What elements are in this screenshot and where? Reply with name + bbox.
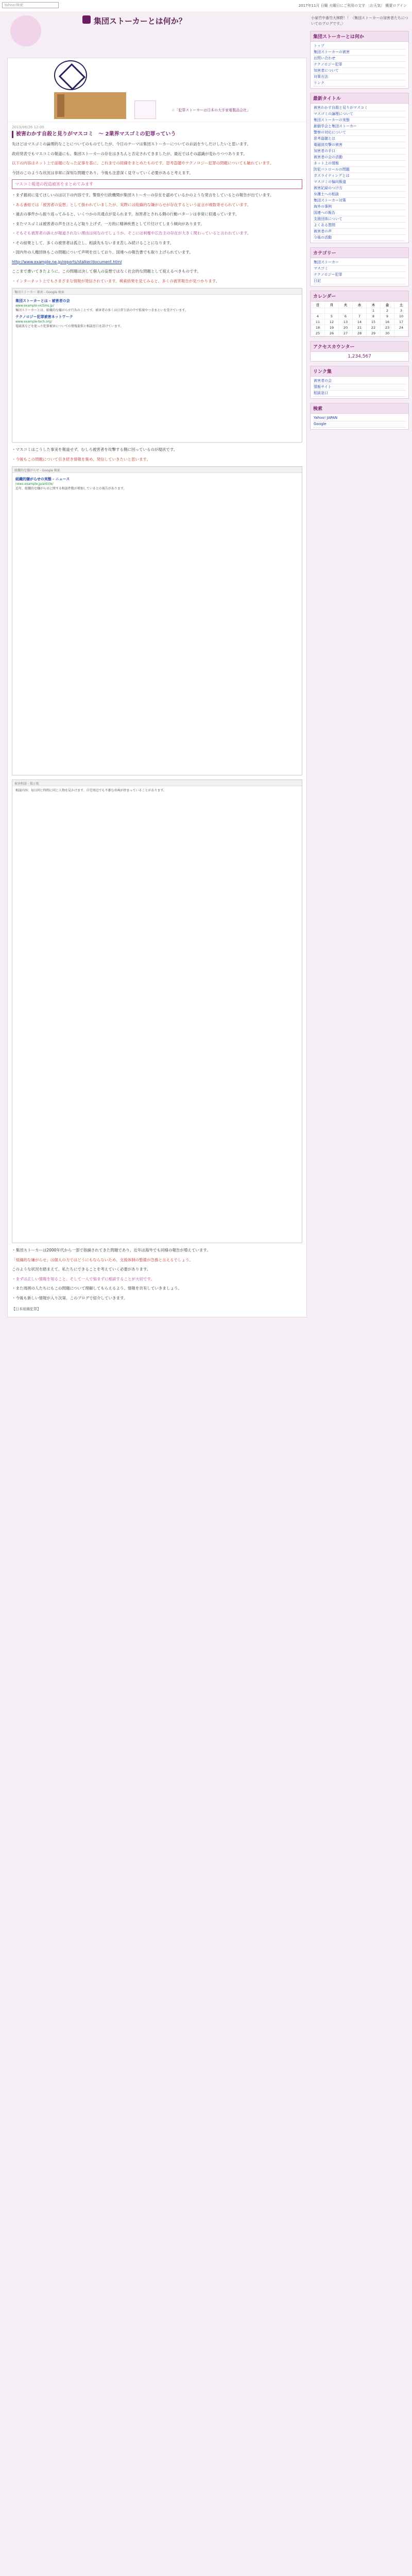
- sidebar: [310, 31, 409, 434]
- sidebar-recent-item[interactable]: 今後の活動: [314, 235, 405, 241]
- main-content: [7, 58, 307, 1317]
- header-description: 小泉竹中番竹大林野！！〈集団ストーカーの加害者たちについてのブログです。〉: [311, 16, 408, 26]
- calendar-weekday: 金: [381, 302, 394, 308]
- article-paragraph: ・そもそも被害者の訴えが報道されない理由は何なのでしょうか。そこには利権や広告主の存在が大きく関わっていると言われています。: [12, 231, 251, 235]
- sidebar-recent-item[interactable]: 電磁波攻撃の被害: [314, 142, 405, 148]
- calendar-day[interactable]: 24: [394, 325, 408, 331]
- sidebar-recent-item[interactable]: 被害わかす自殺と見りがマスコミ: [314, 105, 405, 111]
- calendar-day[interactable]: 1: [367, 308, 381, 314]
- search-input[interactable]: Yahoo!検索: [2, 2, 59, 8]
- site-logo-icon: [82, 15, 91, 24]
- calendar-day[interactable]: 15: [367, 319, 381, 325]
- sidebar-box-title: 検索: [311, 403, 408, 414]
- search-screenshot-1: [12, 288, 302, 443]
- sidebar-nav-item[interactable]: トップ: [314, 43, 405, 49]
- calendar-day[interactable]: 5: [325, 314, 339, 319]
- sidebar-box-title: リンク集: [311, 366, 408, 377]
- calendar-day[interactable]: 25: [311, 331, 325, 336]
- counter-value: 1,234,567: [348, 354, 371, 359]
- article-paragraph: ・ある番組では「被害者の妄想」として扱われていましたが、実際には組織的な嫌がらせが存在するという証言が複数寄せられています。: [12, 202, 251, 207]
- sidebar-recent-item[interactable]: 加害者の手口: [314, 148, 405, 155]
- forum-text: 相談内容：毎日同じ時間に同じ人物を見かけます。自宅周辺でも不審な車両が停まっていることがあります。: [15, 789, 167, 792]
- forum-screenshot: [12, 779, 302, 1243]
- article-paragraph: ・その結果として、多くの被害者は孤立し、相談先もないまま苦しみ続けることになります。: [12, 240, 174, 245]
- sidebar-recent-item[interactable]: 創価学会と集団ストーカー: [314, 124, 405, 130]
- article-paragraph: 今回のこのような状況は非常に深刻な問題であり、今後も注意深く見守っていく必要があると考えます。: [12, 170, 193, 175]
- sidebar-nav-item[interactable]: 集団ストーカーの被害: [314, 49, 405, 56]
- article-paragraph: ・またマスゴミは被害者の声をほとんど取り上げず、一方的に精神疾患として片付けてしまう傾向があります。: [12, 221, 204, 226]
- calendar-weekday: 土: [394, 302, 408, 308]
- sidebar-recent-item[interactable]: 被害記録のつけ方: [314, 185, 405, 192]
- sidebar-category-item[interactable]: 日記: [314, 278, 405, 284]
- sidebar-recent-item[interactable]: 集団ストーカー対策: [314, 198, 405, 204]
- screenshot-title: 被害相談 - 掲示板: [12, 780, 302, 786]
- sidebar-box-title: カテゴリー: [311, 248, 408, 258]
- calendar-day[interactable]: 4: [311, 314, 325, 319]
- emblem-image: [54, 60, 87, 90]
- article-paragraph: ・マスコミはこうした事実を報道せず、むしろ被害者を攻撃する側に回っているのが現状です。: [12, 447, 178, 452]
- calendar-day: [339, 308, 353, 314]
- sidebar-nav-item[interactable]: 対策方法: [314, 74, 405, 80]
- article-paragraph: 先ほどはマスゴミの論理的なことについてのものでしたが、今日のテーマは集団ストーカーについてのお話を少しだけしたいと思います。: [12, 142, 251, 146]
- sidebar-recent-item[interactable]: ネット上の情報: [314, 161, 405, 167]
- sidebar-recent-item[interactable]: 思考盗聴とは: [314, 136, 405, 142]
- calendar-day[interactable]: 9: [381, 314, 394, 319]
- sidebar-nav-item[interactable]: リンク: [314, 80, 405, 87]
- article-paragraph: ・また周囲の人たちにもこの問題について理解してもらえるよう、情報を共有していきましょう。: [12, 1286, 182, 1291]
- screenshot-title: 集団ストーカー 被害 - Google 検索: [12, 289, 302, 295]
- calendar-day[interactable]: 22: [367, 325, 381, 331]
- calendar-day: [325, 308, 339, 314]
- content-header-images: [8, 58, 306, 122]
- sidebar-recent-item[interactable]: 弁護士への相談: [314, 192, 405, 198]
- article-title[interactable]: 被害わかす自殺と見りがマスコミ ～ 2業界マスゴミの犯罪っていう: [12, 131, 302, 138]
- calendar-day[interactable]: 26: [325, 331, 339, 336]
- sidebar-recent-item[interactable]: マスゴミの論理について: [314, 111, 405, 117]
- calendar-day[interactable]: 27: [339, 331, 353, 336]
- calendar-day[interactable]: 30: [381, 331, 394, 336]
- article-paragraph: ・まずは正しい情報を知ること、そして一人で悩まずに相談することが大切です。: [12, 1276, 154, 1281]
- calendar-day[interactable]: 21: [353, 325, 367, 331]
- calendar-weekday: 水: [353, 302, 367, 308]
- sidebar-recent-item[interactable]: ガスライティングとは: [314, 173, 405, 179]
- calendar-weekday: 月: [325, 302, 339, 308]
- result-title[interactable]: 集団ストーカーとは - 被害者の会: [15, 299, 70, 303]
- result-url: www.example-victims.jp/: [15, 304, 54, 308]
- calendar-day[interactable]: 17: [394, 319, 408, 325]
- sidebar-category-item[interactable]: マスゴミ: [314, 266, 405, 272]
- sidebar-recent-item[interactable]: 海外の事例: [314, 204, 405, 210]
- sidebar-box-links: [310, 366, 409, 399]
- article-paragraph: ・今後もこの問題について引き続き情報を集め、発信していきたいと思います。: [12, 456, 150, 462]
- sidebar-box-title: 最新タイトル: [311, 93, 408, 104]
- article-paragraph: このような状況を踏まえて、私たちにできることを考えていく必要があります。: [12, 1267, 151, 1272]
- calendar-day[interactable]: 19: [325, 325, 339, 331]
- article-date: 2013/08/26 12:00: [12, 125, 44, 129]
- calendar-day: [394, 331, 408, 336]
- background-flower-1: [10, 15, 41, 46]
- result-snippet: 電磁波などを使った犯罪被害についての情報提供と相談窓口を設けています。: [15, 325, 124, 328]
- sidebar-calendar: [310, 291, 409, 337]
- article-paragraph: 以下の内容はネット上で話題になった記事を基に、これまでの経緯をまとめたものです。思考盗聴やテクノロジー犯罪の問題についても触れています。: [12, 161, 274, 165]
- sidebar-category-item[interactable]: 集団ストーカー: [314, 260, 405, 266]
- article-paragraph: ・インターネット上でもさまざまな情報が発信されています。検索結果を見てみると、多くの被害報告が見つかります。: [12, 278, 220, 283]
- sidebar-category-item[interactable]: テクノロジー犯罪: [314, 272, 405, 278]
- sidebar-recent-item[interactable]: 支援団体について: [314, 216, 405, 223]
- sidebar-link-item[interactable]: 情報サイト: [314, 384, 405, 391]
- calendar-day[interactable]: 18: [311, 325, 325, 331]
- article-paragraph: 「組織的な嫌がらせ」は個人の力ではどうにもならないため、支援体制の整備が急務と言えるでしょう。: [12, 1257, 193, 1262]
- sidebar-box-nav: [310, 31, 409, 89]
- sidebar-counter: [310, 341, 409, 362]
- sidebar-recent-item[interactable]: 被害者の会の活動: [314, 155, 405, 161]
- image-caption: ☆「犯罪ストーカーは日本の大手家電製品会社」: [171, 108, 251, 112]
- sidebar-box-title: カレンダー: [311, 291, 408, 301]
- search-screenshot-2: [12, 466, 302, 775]
- article-paragraph: 政府発表でもマスコミの報道にも、集団ストーカーの存在はきちんと否定されてきましたが、最近ではその認識が変わりつつあります。: [12, 151, 247, 156]
- highlight-box: マスコミ報道の捏造被害をまとめてみます: [12, 179, 302, 189]
- sidebar-recent-item[interactable]: 集団ストーカーの実態: [314, 117, 405, 124]
- small-image: [134, 100, 156, 119]
- calendar-day: [353, 308, 367, 314]
- calendar-day: [311, 308, 325, 314]
- sidebar-link-item[interactable]: 被害者の会: [314, 378, 405, 384]
- result-url: news.example.jp/article/: [15, 482, 54, 486]
- sidebar-box-title: 集団ストーカーとは何か: [311, 31, 408, 42]
- sidebar-nav-item[interactable]: テクノロジー犯罪: [314, 62, 405, 68]
- sidebar-box-recent: [310, 93, 409, 243]
- sidebar-recent-item[interactable]: 防犯パトロールの問題: [314, 167, 405, 173]
- calendar-day[interactable]: 20: [339, 325, 353, 331]
- sidebar-box-category: [310, 247, 409, 286]
- result-url: www.example-tech.org/: [15, 320, 52, 324]
- calendar-day[interactable]: 13: [339, 319, 353, 325]
- top-links[interactable]: 2017年11月 日曜 火曜日にご利用の文字 〔お天気〕 概要ログイン: [298, 4, 407, 8]
- calendar-day[interactable]: 10: [394, 314, 408, 319]
- article-paragraph: ・集団ストーカーは2000年代から一部で指摘されてきた問題であり、近年は海外でも同様の報告が増えています。: [12, 1248, 211, 1252]
- article-tags[interactable]: 【日本組織犯罪】: [12, 1307, 41, 1311]
- result-title[interactable]: 組織的嫌がらせの実態 - ニュース: [15, 477, 70, 481]
- article-paragraph: ・まず最初に見てほしいのは以下の内容です。警察や行政機関が集団ストーカーの存在を認めているかのような発言をしているとの報告が出ています。: [12, 193, 274, 197]
- result-title[interactable]: テクノロジー犯罪被害ネットワーク: [15, 315, 73, 319]
- wood-image: [54, 92, 126, 119]
- site-title[interactable]: 集団ストーカーとは何か？: [94, 16, 186, 26]
- sidebar-recent-item[interactable]: 被害者の声: [314, 229, 405, 235]
- sidebar-link-item[interactable]: 相談窓口: [314, 391, 405, 397]
- article-paragraph: ・国内外の人権団体もこの問題について声明を出しており、国連への報告書でも取り上げられています。: [12, 250, 193, 255]
- sidebar-box-search: [310, 403, 409, 430]
- reference-link[interactable]: http://www.example.ne.jp/reports/stalker/document.html: [12, 259, 122, 264]
- calendar-day[interactable]: 2: [381, 308, 394, 314]
- screenshot-title: 組織的な嫌がらせ - Google 検索: [12, 467, 302, 473]
- sidebar-nav-item[interactable]: 加害者について: [314, 68, 405, 74]
- calendar-weekday: 木: [367, 302, 381, 308]
- calendar-day[interactable]: 6: [339, 314, 353, 319]
- sidebar-search-item[interactable]: Google: [314, 421, 405, 428]
- sidebar-recent-item[interactable]: 国連への報告: [314, 210, 405, 216]
- calendar-day[interactable]: 11: [311, 319, 325, 325]
- article: [8, 122, 306, 1317]
- calendar-weekday: 日: [311, 302, 325, 308]
- article-paragraph: ・今後も新しい情報が入り次第、このブログで紹介していきます。: [12, 1295, 128, 1300]
- sidebar-recent-item[interactable]: よくある質問: [314, 223, 405, 229]
- calendar-weekday: 火: [339, 302, 353, 308]
- sidebar-search-item[interactable]: Yahoo! JAPAN: [314, 415, 405, 421]
- calendar-day[interactable]: 16: [381, 319, 394, 325]
- sidebar-box-title: アクセスカウンター: [311, 342, 408, 352]
- calendar-day[interactable]: 14: [353, 319, 367, 325]
- calendar-day[interactable]: 3: [394, 308, 408, 314]
- result-snippet: 近年、組織的な嫌がらせに関する相談件数が増加しているとの報告があります。: [15, 487, 127, 490]
- calendar-day[interactable]: 28: [353, 331, 367, 336]
- result-snippet: 集団ストーカーとは、組織的な嫌がらせ行為のことです。被害者の多くは日常生活の中で監視やつきまといを受けています。: [15, 309, 188, 312]
- sidebar-recent-item[interactable]: 警察の対応について: [314, 130, 405, 136]
- sidebar-nav-item[interactable]: お問い合わせ: [314, 56, 405, 62]
- calendar-day[interactable]: 7: [353, 314, 367, 319]
- calendar-day[interactable]: 23: [381, 325, 394, 331]
- calendar-day[interactable]: 29: [367, 331, 381, 336]
- article-paragraph: ・過去の事件から振り返ってみると、いくつかの共通点が見られます。加害者とされる側の行動パターンは非常に似通っています。: [12, 212, 239, 216]
- calendar-day[interactable]: 8: [367, 314, 381, 319]
- article-paragraph: ここまで書いてきたように、この問題は決して個人の妄想ではなく社会的な問題として捉えるべきものです。: [12, 269, 201, 274]
- calendar-day[interactable]: 12: [325, 319, 339, 325]
- sidebar-recent-item[interactable]: マスゴミの偏向報道: [314, 179, 405, 185]
- top-bar: [0, 0, 412, 11]
